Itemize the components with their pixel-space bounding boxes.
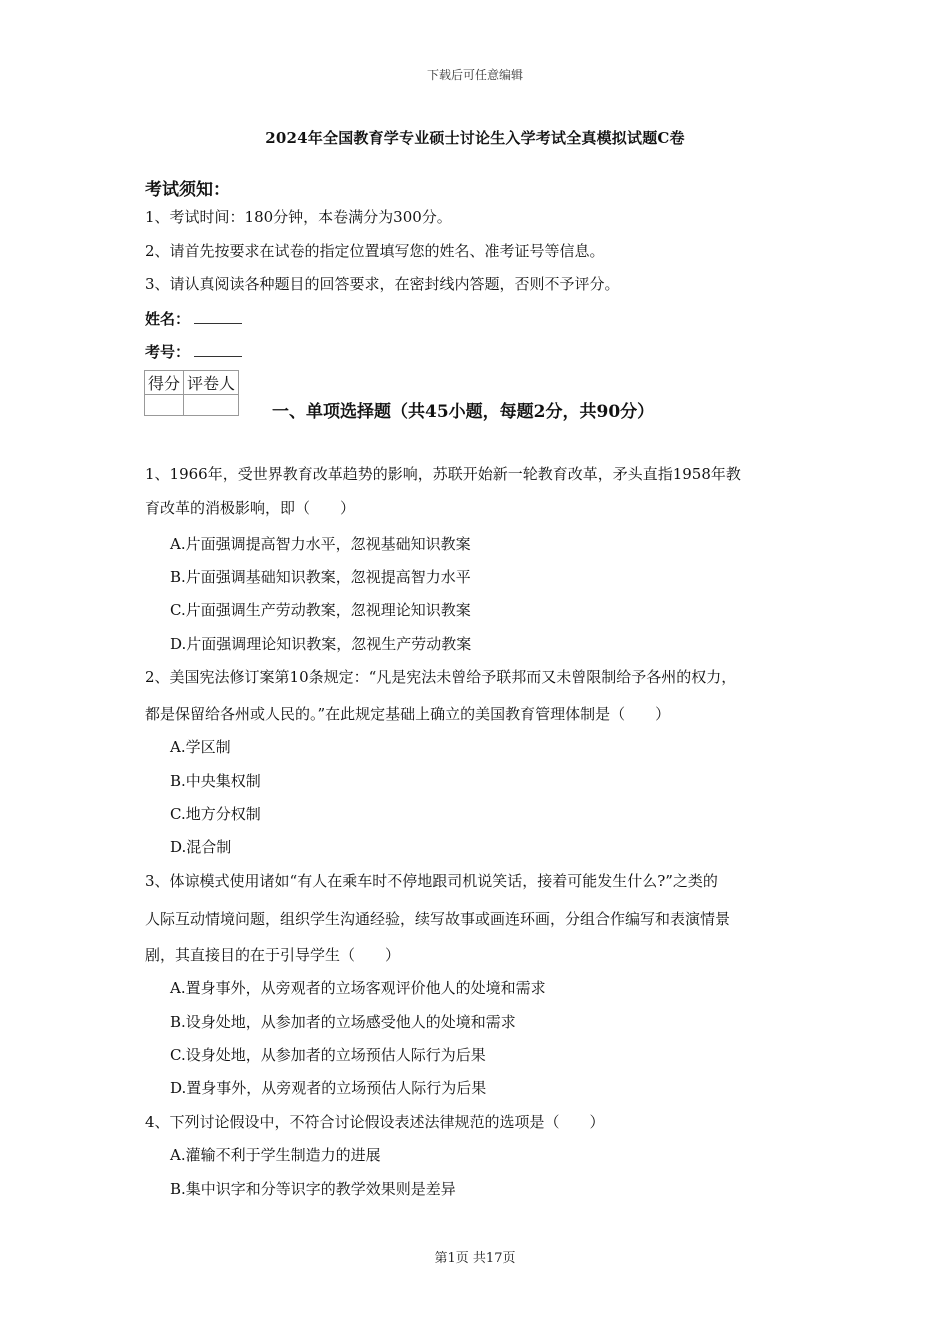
grader-header: 评卷人 xyxy=(184,371,239,395)
question-1-option-c: C.片面强调生产劳动教案，忽视理论知识教案 xyxy=(170,601,471,619)
question-1-option-d: D.片面强调理论知识教案，忽视生产劳动教案 xyxy=(170,635,472,653)
grader-cell xyxy=(184,395,239,416)
question-1-option-a: A.片面强调提高智力水平，忽视基础知识教案 xyxy=(170,535,471,553)
score-table xyxy=(144,370,239,416)
question-2-option-b: B.中央集权制 xyxy=(170,772,261,790)
name-field xyxy=(145,308,242,329)
score-cell xyxy=(145,395,184,416)
page-footer: 第1页 共17页 xyxy=(434,1251,516,1266)
question-1-line: 育改革的消极影响，即（ ） xyxy=(145,499,356,517)
question-3-option-b: B.设身处地，从参加者的立场感受他人的处境和需求 xyxy=(170,1013,516,1031)
name-label: 姓名： xyxy=(145,310,191,328)
question-2-line: 都是保留给各州或人民的。”在此规定基础上确立的美国教育管理体制是（ ） xyxy=(145,705,671,723)
question-2-option-a: A.学区制 xyxy=(170,738,231,756)
question-2-option-c: C.地方分权制 xyxy=(170,805,261,823)
question-3-option-d: D.置身事外，从旁观者的立场预估人际行为后果 xyxy=(170,1079,487,1097)
question-3-line: 3、体谅模式使用诸如“有人在乘车时不停地跟司机说笑话，接着可能发生什么?”之类的 xyxy=(145,872,718,890)
question-4-option-b: B.集中识字和分等识字的教学效果则是差异 xyxy=(170,1180,456,1198)
question-3-option-a: A.置身事外，从旁观者的立场客观评价他人的处境和需求 xyxy=(170,979,546,997)
score-header: 得分 xyxy=(145,371,184,395)
name-blank xyxy=(194,309,242,324)
question-4-option-a: A.灌输不利于学生制造力的进展 xyxy=(170,1146,381,1164)
question-3-line: 剧，其直接目的在于引导学生（ ） xyxy=(145,946,401,964)
question-3-line: 人际互动情境问题，组织学生沟通经验，续写故事或画连环画，分组合作编写和表演情景 xyxy=(145,910,731,928)
question-1-line: 1、1966年，受世界教育改革趋势的影响，苏联开始新一轮教育改革，矛头直指1958年教 xyxy=(145,465,741,483)
exam-number-field xyxy=(145,341,242,362)
notice-heading: 考试须知： xyxy=(145,180,230,200)
question-1-option-b: B.片面强调基础知识教案，忽视提高智力水平 xyxy=(170,568,471,586)
exam-number-blank xyxy=(194,342,242,357)
section-title: 一、单项选择题（共45小题，每题2分，共90分） xyxy=(272,402,655,422)
notice-item: 1、考试时间：180分钟，本卷满分为300分。 xyxy=(145,208,452,226)
header-note: 下载后可任意编辑 xyxy=(426,68,523,82)
question-2-option-d: D.混合制 xyxy=(170,838,232,856)
notice-item: 2、请首先按要求在试卷的指定位置填写您的姓名、准考证号等信息。 xyxy=(145,242,605,260)
question-4-line: 4、下列讨论假设中，不符合讨论假设表述法律规范的选项是（ ） xyxy=(145,1113,605,1131)
document-title: 2024年全国教育学专业硕士讨论生入学考试全真模拟试题C卷 xyxy=(265,129,685,147)
notice-item: 3、请认真阅读各种题目的回答要求，在密封线内答题，否则不予评分。 xyxy=(145,275,620,293)
exam-number-label: 考号： xyxy=(145,343,191,361)
question-3-option-c: C.设身处地，从参加者的立场预估人际行为后果 xyxy=(170,1046,486,1064)
question-2-line: 2、美国宪法修订案第10条规定：“凡是宪法未曾给予联邦而又未曾限制给予各州的权力， xyxy=(145,668,737,686)
